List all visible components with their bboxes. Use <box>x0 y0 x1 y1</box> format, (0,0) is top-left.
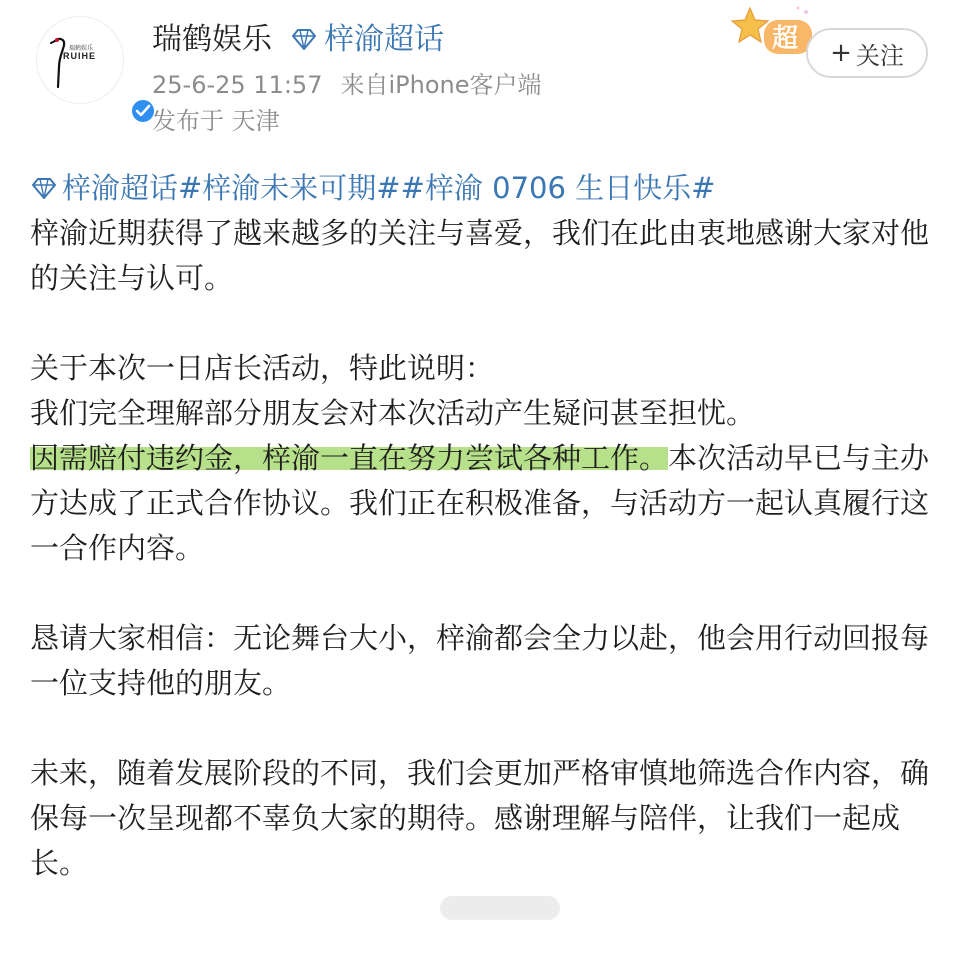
timestamp: 25-6-25 11:57 <box>152 71 323 99</box>
paragraph-thanks: 梓渝近期获得了越来越多的关注与喜爱，我们在此由衷地感谢大家对他的关注与认可。 <box>30 216 930 295</box>
agreement-text: 本次活动早已与主办方达成了正式合作协议。我们正在积极准备，与活动方一起认真履行这一合作内容。 <box>30 441 930 565</box>
avatar[interactable] <box>36 16 124 104</box>
paragraph-trust: 恳请大家相信：无论舞台大小，梓渝都会全力以赴，他会用行动回报每一位支持他的朋友。 <box>30 621 930 700</box>
diamond-icon <box>290 28 318 52</box>
hashtag-line[interactable] <box>30 166 940 211</box>
avatar-logo-small-text: 瑞鹤娱乐 <box>69 45 94 52</box>
post-body <box>30 166 940 886</box>
hashtags-text: 梓渝超话#梓渝未来可期##梓渝 0706 生日快乐# <box>62 171 716 205</box>
super-topic-sticker <box>728 4 814 60</box>
post-location: 发布于 天津 <box>152 107 280 135</box>
paragraph-understanding: 我们完全理解部分朋友会对本次活动产生疑问甚至担忧。 <box>30 396 756 430</box>
topic-label: 梓渝超话 <box>324 22 444 57</box>
avatar-logo-text: RUIHE <box>63 51 97 61</box>
topic-link[interactable] <box>290 20 444 60</box>
blank-line <box>30 301 940 346</box>
user-name[interactable]: 瑞鹤娱乐 <box>152 22 272 57</box>
super-sticker-text: 超 <box>772 24 799 54</box>
paragraph-announcement-title: 关于本次一日店长活动，特此说明： <box>30 351 495 385</box>
blank-line <box>30 706 940 751</box>
follow-label: 关注 <box>855 41 904 70</box>
paragraph-agreement <box>30 436 940 571</box>
blank-line <box>30 571 940 616</box>
plus-icon: + <box>830 38 852 68</box>
follow-button[interactable] <box>806 28 928 78</box>
highlighted-text: 因需赔付违约金，梓渝一直在努力尝试各种工作。 <box>30 441 669 475</box>
post-header <box>0 0 959 150</box>
verified-check-icon <box>135 104 151 118</box>
post-source: 来自iPhone客户端 <box>340 71 542 99</box>
super-topic-star-icon <box>728 4 814 60</box>
meta-line <box>152 68 541 102</box>
crane-logo-icon <box>37 17 125 105</box>
bottom-fade <box>0 912 959 954</box>
paragraph-future: 未来，随着发展阶段的不同，我们会更加严格审慎地筛选合作内容，确保每一次呈现都不辜负大家的期待。感谢理解与陪伴，让我们一起成长。 <box>30 756 930 880</box>
diamond-icon <box>30 177 58 201</box>
